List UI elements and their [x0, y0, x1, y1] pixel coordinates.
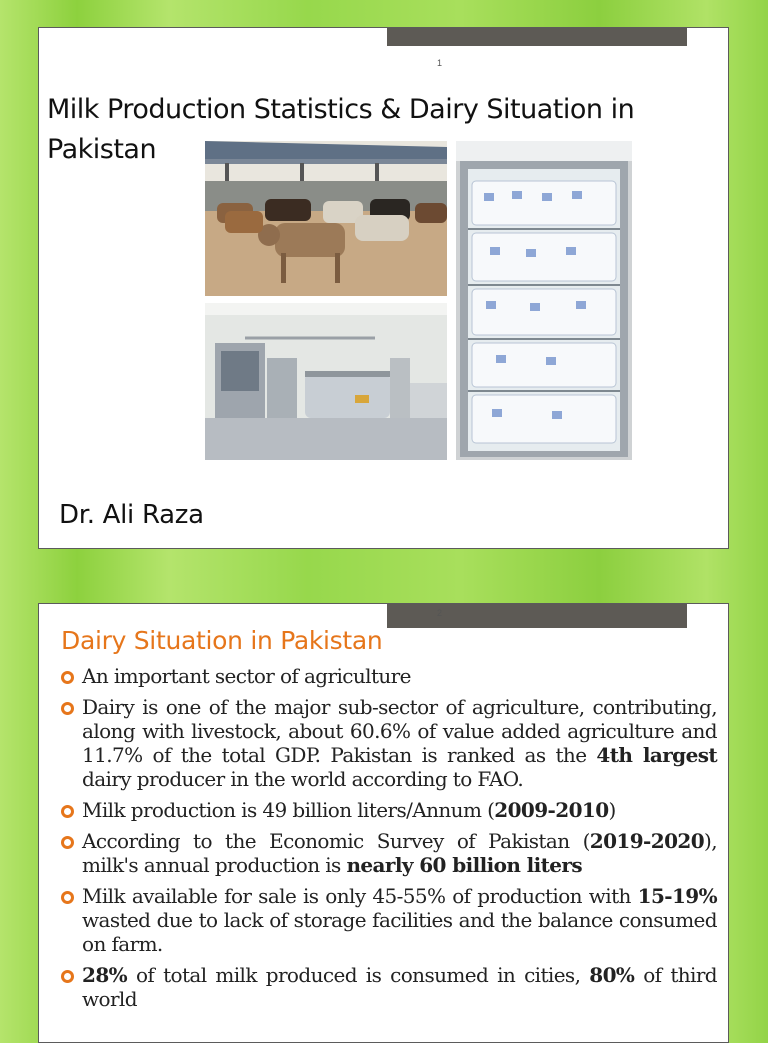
slide-2: [38, 603, 729, 1043]
slide-header-tab: [387, 603, 687, 628]
bullet-emphasis: 28%: [82, 963, 128, 987]
slide-number: 2: [437, 608, 443, 618]
bullet-emphasis: 4th largest: [596, 743, 717, 767]
milk-fridge-photo: [456, 141, 632, 460]
bullet-emphasis: 2019-2020: [589, 829, 705, 853]
bullet-item: [61, 664, 717, 688]
cows-photo: [205, 141, 447, 296]
bullet-text: Milk production is 49 billion liters/Annum (: [82, 798, 495, 822]
bullet-text: wasted due to lack of storage facilities and the balance consumed on farm.: [82, 908, 717, 956]
author-name: Dr. Ali Raza: [59, 500, 204, 530]
bullet-emphasis: 80%: [589, 963, 635, 987]
bullet-ring-icon: [61, 836, 74, 849]
bullet-item: [61, 695, 717, 791]
bullet-text: of third world: [82, 963, 718, 1011]
bullet-emphasis: 15-19%: [637, 884, 717, 908]
milk-processing-equipment-photo: [205, 303, 447, 460]
bullet-text: ), milk's annual production is: [82, 829, 717, 877]
bullet-item: [61, 963, 717, 1011]
bullet-text: of total milk produced is consumed in cities,: [127, 963, 590, 987]
bullet-emphasis: 2009-2010: [494, 798, 609, 822]
slide-number: 1: [437, 58, 443, 68]
bullet-text: An important sector of agriculture: [82, 664, 411, 688]
bullet-ring-icon: [61, 970, 74, 983]
bullet-item: [61, 829, 717, 877]
slide-header-tab: [387, 27, 687, 46]
bullet-ring-icon: [61, 671, 74, 684]
bullet-ring-icon: [61, 891, 74, 904]
bullet-list: [61, 664, 717, 1018]
bullet-ring-icon: [61, 805, 74, 818]
bullet-ring-icon: [61, 702, 74, 715]
bullet-text: Milk available for sale is only 45-55% of production with: [82, 884, 638, 908]
bullet-emphasis: nearly 60 billion liters: [346, 853, 582, 877]
bullet-item: [61, 798, 717, 822]
slide-title: Milk Production Statistics & Dairy Situation in Pakistan: [47, 94, 635, 165]
slide-heading: Dairy Situation in Pakistan: [61, 626, 383, 655]
bullet-text: ): [608, 798, 616, 822]
bullet-text: Dairy is one of the major sub-sector of agriculture, contributing, along with livestock, about 60.6% of value added agriculture and 11.7% of the total GDP. Pakistan is ranked as the: [82, 695, 717, 767]
bullet-item: [61, 884, 717, 956]
bullet-text: According to the Economic Survey of Pakistan (: [82, 829, 590, 853]
bullet-text: dairy producer in the world according to FAO.: [82, 767, 524, 791]
slide-1: [38, 27, 729, 549]
